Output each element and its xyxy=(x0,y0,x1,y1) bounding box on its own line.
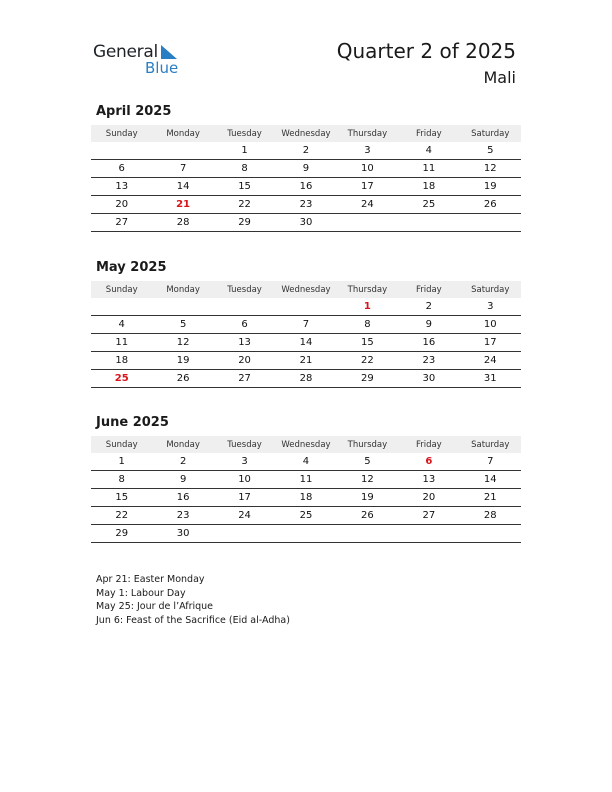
weekday-header: Sunday xyxy=(91,436,152,453)
day-cell: 27 xyxy=(398,507,459,525)
weekday-header: Friday xyxy=(398,125,459,142)
logo-general-text: General xyxy=(93,42,158,62)
day-cell: 18 xyxy=(91,352,152,370)
day-cell: 13 xyxy=(398,471,459,489)
day-cell: 28 xyxy=(275,370,336,388)
day-cell: 18 xyxy=(398,178,459,196)
day-cell: 21 xyxy=(152,196,213,214)
day-cell: 10 xyxy=(460,316,521,334)
week-row xyxy=(91,298,521,316)
calendar-table xyxy=(91,125,521,232)
day-cell: 7 xyxy=(275,316,336,334)
weekday-header: Friday xyxy=(398,281,459,298)
day-cell: 9 xyxy=(398,316,459,334)
day-cell: 10 xyxy=(337,160,398,178)
holiday-notes xyxy=(96,573,290,627)
day-cell: 24 xyxy=(337,196,398,214)
day-cell: 8 xyxy=(214,160,275,178)
weekday-header: Thursday xyxy=(337,436,398,453)
day-cell: 6 xyxy=(91,160,152,178)
week-row xyxy=(91,453,521,471)
day-cell: 22 xyxy=(91,507,152,525)
day-cell: 8 xyxy=(91,471,152,489)
day-cell xyxy=(91,298,152,316)
day-cell: 3 xyxy=(460,298,521,316)
weekday-header: Thursday xyxy=(337,125,398,142)
day-cell: 20 xyxy=(214,352,275,370)
day-cell xyxy=(152,298,213,316)
day-cell: 13 xyxy=(214,334,275,352)
week-row xyxy=(91,160,521,178)
holiday-note: Apr 21: Easter Monday xyxy=(96,574,205,585)
day-cell: 25 xyxy=(398,196,459,214)
day-cell xyxy=(337,525,398,543)
day-cell: 11 xyxy=(91,334,152,352)
day-cell: 15 xyxy=(337,334,398,352)
month-april xyxy=(91,103,521,232)
day-cell: 14 xyxy=(152,178,213,196)
day-cell xyxy=(214,525,275,543)
day-cell: 14 xyxy=(275,334,336,352)
day-cell: 17 xyxy=(214,489,275,507)
holiday-note: May 25: Jour de l’Afrique xyxy=(96,601,214,613)
week-row xyxy=(91,142,521,160)
day-cell: 29 xyxy=(337,370,398,388)
day-cell xyxy=(214,298,275,316)
week-row xyxy=(91,178,521,196)
weekday-header: Sunday xyxy=(91,281,152,298)
calendar-table xyxy=(91,281,521,388)
day-cell: 19 xyxy=(460,178,521,196)
day-cell xyxy=(460,214,521,232)
day-cell xyxy=(337,214,398,232)
calendar-table xyxy=(91,436,521,543)
week-row xyxy=(91,316,521,334)
day-cell: 26 xyxy=(152,370,213,388)
day-cell: 25 xyxy=(275,507,336,525)
weekday-header: Sunday xyxy=(91,125,152,142)
weekday-header: Thursday xyxy=(337,281,398,298)
week-row xyxy=(91,352,521,370)
day-cell: 26 xyxy=(337,507,398,525)
day-cell: 16 xyxy=(152,489,213,507)
day-cell: 19 xyxy=(337,489,398,507)
day-cell: 2 xyxy=(275,142,336,160)
day-cell: 3 xyxy=(337,142,398,160)
day-cell: 30 xyxy=(152,525,213,543)
day-cell: 25 xyxy=(91,370,152,388)
day-cell: 12 xyxy=(460,160,521,178)
day-cell: 7 xyxy=(152,160,213,178)
day-cell: 20 xyxy=(91,196,152,214)
generalblue-logo xyxy=(93,42,193,78)
day-cell: 15 xyxy=(91,489,152,507)
day-cell: 16 xyxy=(275,178,336,196)
week-row xyxy=(91,370,521,388)
day-cell: 8 xyxy=(337,316,398,334)
day-cell: 7 xyxy=(460,453,521,471)
day-cell: 11 xyxy=(398,160,459,178)
day-cell: 21 xyxy=(275,352,336,370)
day-cell: 4 xyxy=(398,142,459,160)
day-cell: 27 xyxy=(91,214,152,232)
day-cell: 12 xyxy=(337,471,398,489)
day-cell: 23 xyxy=(398,352,459,370)
day-cell: 2 xyxy=(152,453,213,471)
day-cell: 6 xyxy=(214,316,275,334)
weekday-header-row xyxy=(91,281,521,298)
day-cell: 1 xyxy=(337,298,398,316)
day-cell: 5 xyxy=(460,142,521,160)
weekday-header: Saturday xyxy=(460,281,521,298)
day-cell xyxy=(398,214,459,232)
day-cell xyxy=(398,525,459,543)
week-row xyxy=(91,214,521,232)
day-cell: 17 xyxy=(337,178,398,196)
day-cell: 5 xyxy=(337,453,398,471)
week-row xyxy=(91,334,521,352)
day-cell: 24 xyxy=(460,352,521,370)
day-cell: 14 xyxy=(460,471,521,489)
day-cell: 4 xyxy=(91,316,152,334)
day-cell: 2 xyxy=(398,298,459,316)
week-row xyxy=(91,471,521,489)
week-row xyxy=(91,196,521,214)
day-cell: 6 xyxy=(398,453,459,471)
day-cell: 10 xyxy=(214,471,275,489)
day-cell xyxy=(275,298,336,316)
day-cell xyxy=(275,525,336,543)
month-title: June 2025 xyxy=(96,415,169,430)
weekday-header-row xyxy=(91,436,521,453)
day-cell: 28 xyxy=(460,507,521,525)
week-row xyxy=(91,507,521,525)
day-cell: 16 xyxy=(398,334,459,352)
day-cell: 13 xyxy=(91,178,152,196)
weekday-header: Wednesday xyxy=(275,281,336,298)
month-may xyxy=(91,259,521,388)
day-cell xyxy=(460,525,521,543)
weekday-header: Tuesday xyxy=(214,281,275,298)
quarter-title: Quarter 2 of 2025 xyxy=(336,39,516,63)
day-cell: 29 xyxy=(214,214,275,232)
day-cell: 4 xyxy=(275,453,336,471)
day-cell: 23 xyxy=(152,507,213,525)
weekday-header: Saturday xyxy=(460,125,521,142)
day-cell: 24 xyxy=(214,507,275,525)
day-cell xyxy=(152,142,213,160)
country-name: Mali xyxy=(483,68,516,87)
day-cell: 19 xyxy=(152,352,213,370)
day-cell: 17 xyxy=(460,334,521,352)
weekday-header: Wednesday xyxy=(275,125,336,142)
week-row xyxy=(91,525,521,543)
weekday-header: Monday xyxy=(152,281,213,298)
day-cell: 1 xyxy=(91,453,152,471)
logo-triangle-icon xyxy=(161,45,177,59)
day-cell: 23 xyxy=(275,196,336,214)
day-cell: 9 xyxy=(275,160,336,178)
day-cell: 9 xyxy=(152,471,213,489)
day-cell: 26 xyxy=(460,196,521,214)
day-cell: 22 xyxy=(337,352,398,370)
logo-blue-text: Blue xyxy=(145,59,179,77)
day-cell xyxy=(91,142,152,160)
weekday-header-row xyxy=(91,125,521,142)
day-cell: 18 xyxy=(275,489,336,507)
month-title: May 2025 xyxy=(96,260,167,275)
weekday-header: Monday xyxy=(152,436,213,453)
weekday-header: Tuesday xyxy=(214,436,275,453)
weekday-header: Friday xyxy=(398,436,459,453)
day-cell: 22 xyxy=(214,196,275,214)
day-cell: 21 xyxy=(460,489,521,507)
weekday-header: Saturday xyxy=(460,436,521,453)
weekday-header: Wednesday xyxy=(275,436,336,453)
day-cell: 30 xyxy=(398,370,459,388)
day-cell: 12 xyxy=(152,334,213,352)
day-cell: 5 xyxy=(152,316,213,334)
day-cell: 11 xyxy=(275,471,336,489)
weekday-header: Monday xyxy=(152,125,213,142)
holiday-note: Jun 6: Feast of the Sacrifice (Eid al-Adha) xyxy=(96,614,290,626)
day-cell: 27 xyxy=(214,370,275,388)
day-cell: 28 xyxy=(152,214,213,232)
day-cell: 30 xyxy=(275,214,336,232)
day-cell: 15 xyxy=(214,178,275,196)
day-cell: 20 xyxy=(398,489,459,507)
day-cell: 3 xyxy=(214,453,275,471)
day-cell: 29 xyxy=(91,525,152,543)
weekday-header: Tuesday xyxy=(214,125,275,142)
day-cell: 1 xyxy=(214,142,275,160)
holiday-note: May 1: Labour Day xyxy=(96,587,186,599)
day-cell: 31 xyxy=(460,370,521,388)
month-title: April 2025 xyxy=(96,104,172,119)
month-june xyxy=(91,414,521,543)
week-row xyxy=(91,489,521,507)
